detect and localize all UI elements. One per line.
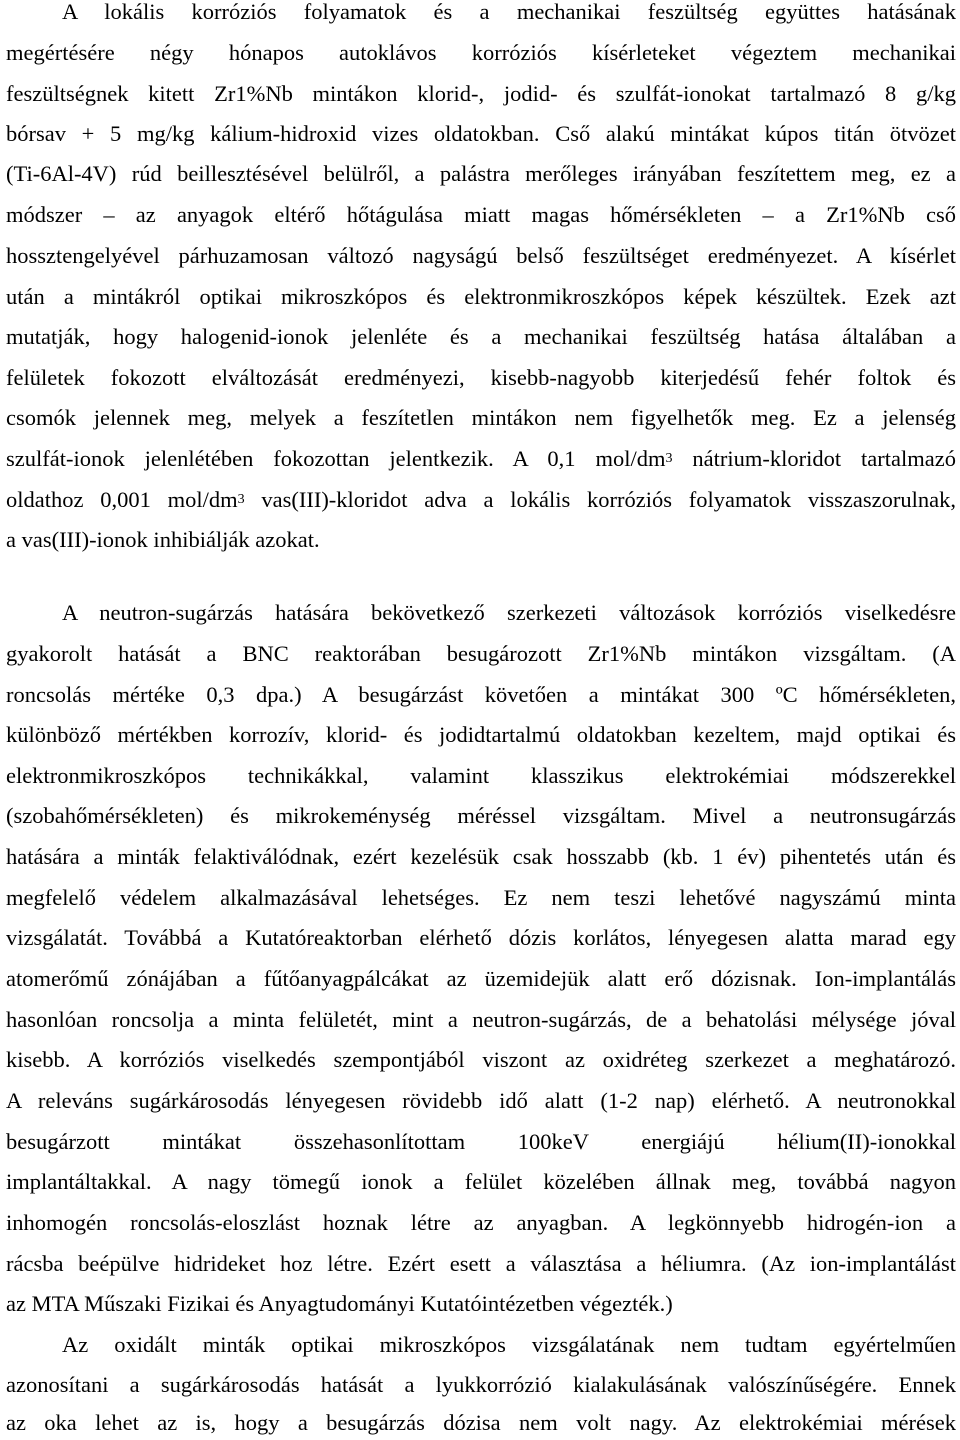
text-line: inhomogén roncsolás-eloszlást hoznak létre az anyagban. A legkönnyebb hidrogén-ion a — [6, 1210, 956, 1235]
superscript: 3 — [665, 451, 673, 466]
text-line: besugárzott mintákat összehasonlítottam 100keV energiájú hélium(II)-ionokkal — [6, 1129, 956, 1154]
text-line: A releváns sugárkárosodás lényegesen rövidebb idő alatt (1-2 nap) elérhető. A neutronokkal — [6, 1088, 956, 1113]
text-line: (Ti-6Al-4V) rúd beillesztésével belülről, a palástra merőleges irányában feszítettem meg, ez a — [6, 161, 956, 186]
text-line: feszültségnek kitett Zr1%Nb mintákon klorid-, jodid- és szulfát-ionokat tartalmazó 8 g/kg — [6, 81, 956, 106]
text-line: csomók jelennek meg, melyek a feszítetlen mintákon nem figyelhetők meg. Ez a jelenség — [6, 405, 956, 430]
text-line: hatására a minták felaktiválódnak, ezért kezelésük csak hosszabb (kb. 1 év) pihentetés után és — [6, 844, 956, 869]
text-line: módszer – az anyagok eltérő hőtágulása miatt magas hőmérsékleten – a Zr1%Nb cső — [6, 202, 956, 227]
text-line: A lokális korróziós folyamatok és a mechanikai feszültség együttes hatásának — [62, 0, 956, 24]
text-line: A neutron-sugárzás hatására bekövetkező szerkezeti változások korróziós viselkedésre — [62, 600, 956, 625]
text-line: után a mintákról optikai mikroszkópos és elektronmikroszkópos képek készültek. Ezek azt — [6, 284, 956, 309]
text-line — [6, 484, 956, 516]
text-line: atomerőmű zónájában a fűtőanyagpálcákat az üzemidejük alatt erő dózisnak. Ion-implantálás — [6, 966, 956, 991]
text-segment: oldathoz 0,001 mol/dm — [6, 487, 238, 512]
text-line: elektronmikroszkópos technikákkal, valamint klasszikus elektrokémiai módszerekkel — [6, 763, 956, 788]
text-line: az MTA Műszaki Fizikai és Anyagtudományi Kutatóintézetben végezték.) — [6, 1291, 673, 1316]
text-line: Az oxidált minták optikai mikroszkópos vizsgálatának nem tudtam egyértelműen — [62, 1332, 956, 1357]
text-line: felületek fokozott elváltozását eredményezi, kisebb-nagyobb kiterjedésű fehér foltok és — [6, 365, 956, 390]
text-line: hasonlóan roncsolja a minta felületét, mint a neutron-sugárzás, de a behatolási mélysége jóval — [6, 1007, 956, 1032]
text-line: hossztengelyével párhuzamosan változó nagyságú belső feszültséget eredményezet. A kísérlet — [6, 243, 956, 268]
text-line: (szobahőmérsékleten) és mikrokeménység méréssel vizsgáltam. Mivel a neutronsugárzás — [6, 803, 956, 828]
text-line: azonosítani a sugárkárosodás hatását a lyukkorrózió kialakulásának valószínűségére. Ennek — [6, 1372, 956, 1397]
text-line: kisebb. A korróziós viselkedés szempontjából viszont az oxidréteg szerkezet a meghatározó. — [6, 1047, 956, 1072]
text-segment: vas(III)-kloridot adva a lokális korróziós folyamatok visszaszorulnak, — [244, 487, 957, 512]
text-segment: szulfát-ionok jelenlétében fokozottan jelentkezik. A 0,1 mol/dm — [6, 446, 666, 471]
text-line: gyakorolt hatását a BNC reaktorában besugározott Zr1%Nb mintákon vizsgáltam. (A — [6, 641, 956, 666]
text-line: mutatják, hogy halogenid-ionok jelenléte és a mechanikai feszültség hatása általában a — [6, 324, 956, 349]
text-line: megértésére négy hónapos autoklávos korróziós kísérleteket végeztem mechanikai — [6, 40, 956, 65]
text-line: különböző mértékben korrozív, klorid- és jodidtartalmú oldatokban kezeltem, majd optikai és — [6, 722, 956, 747]
superscript: 3 — [237, 492, 245, 507]
text-line — [6, 443, 956, 475]
text-line: megfelelő védelem alkalmazásával lehetséges. Ez nem teszi lehetővé nagyszámú minta — [6, 885, 956, 910]
text-line: az oka lehet az is, hogy a besugárzás dózisa nem volt nagy. Az elektrokémiai mérések — [6, 1410, 956, 1435]
text-line: a vas(III)-ionok inhibiálják azokat. — [6, 527, 320, 552]
text-line: roncsolás mértéke 0,3 dpa.) A besugárzást követően a mintákat 300 ºC hőmérsékleten, — [6, 682, 956, 707]
text-line: rácsba beépülve hidrideket hoz létre. Ezért esett a választása a héliumra. (Az ion-implantálást — [6, 1251, 956, 1276]
text-line: vizsgálatát. Továbbá a Kutatóreaktorban elérhető dózis korlátos, lényegesen alatta marad egy — [6, 925, 956, 950]
text-segment: nátrium-kloridot tartalmazó — [672, 446, 956, 471]
text-line: bórsav + 5 mg/kg kálium-hidroxid vizes oldatokban. Cső alakú mintákat kúpos titán ötvözet — [6, 121, 956, 146]
text-line: implantáltakkal. A nagy tömegű ionok a felület közelében állnak meg, továbbá nagyon — [6, 1169, 956, 1194]
